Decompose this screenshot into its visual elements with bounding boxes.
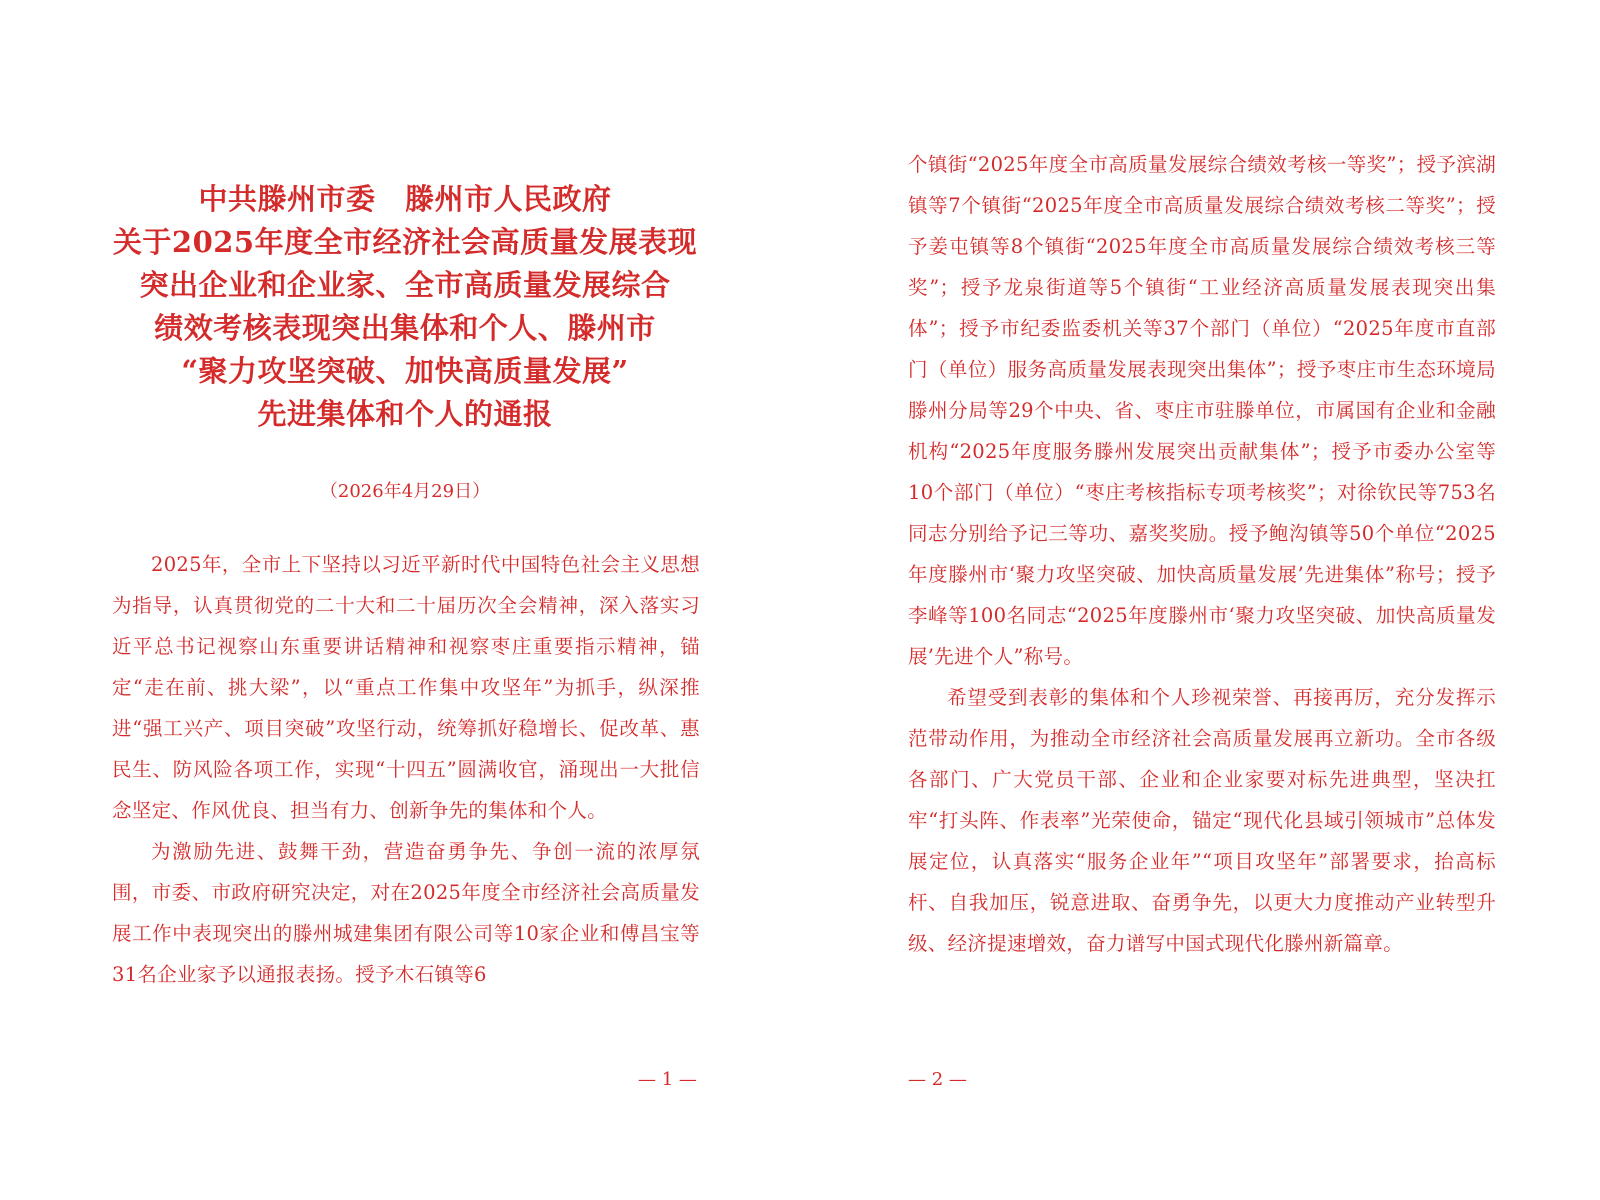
document-date: （2026年4月29日） [319,481,491,502]
title-line-3: 突出企业和企业家、全市高质量发展综合 [139,268,671,302]
title-line-5: “聚力攻坚突破、加快高质量发展” [181,354,629,388]
title-line-6: 先进集体和个人的通报 [257,397,553,431]
paragraph-3: 希望受到表彰的集体和个人珍视荣誉、再接再厉，充分发挥示范带动作用，为推动全市经济社会高质量发展再立新功。全市各级各部门、广大党员干部、企业和企业家要对标先进典型，坚决扛牢“打头阵、作表率”光荣使命，锚定“现代化县域引领城市”总体发展定位，认真落实“服务企业年”“项目攻坚年”部署要求，抬高标杆、自我加压，锐意进取、奋勇争先，以更大力度推动产业转型升级、经济提速增效，奋力谱写中国式现代化滕州新篇章。 [908,686,1496,955]
page-1-body [112,544,700,995]
title-line-1: 中共滕州市委 滕州市人民政府 [198,182,612,216]
paragraph-2: 为激励先进、鼓舞干劲，营造奋勇争先、争创一流的浓厚氛围，市委、市政府研究决定，对在2025年度全市经济社会高质量发展工作中表现突出的滕州城建集团有限公司等10家企业和傅昌宝等31名企业家予以通报表扬。授予木石镇等6 [112,840,700,986]
page-number-1: — 1 — [638,1069,697,1090]
title-line-4: 绩效考核表现突出集体和个人、滕州市 [154,311,656,345]
paragraph-1: 2025年，全市上下坚持以习近平新时代中国特色社会主义思想为指导，认真贯彻党的二十大和二十届历次全会精神，深入落实习近平总书记视察山东重要讲话精神和视察枣庄重要指示精神，锚定“走在前、挑大梁”，以“重点工作集中攻坚年”为抓手，纵深推进“强工兴产、项目突破”攻坚行动，统筹抓好稳增长、促改革、惠民生、防风险各项工作，实现“十四五”圆满收官，涌现出一大批信念坚定、作风优良、担当有力、创新争先的集体和个人。 [112,553,700,822]
page-2-body [908,144,1496,964]
document-page-2 [800,0,1600,1200]
document-title [110,178,700,436]
page-number-2: — 2 — [908,1069,967,1090]
title-line-2: 关于2025年度全市经济社会高质量发展表现 [112,225,698,259]
paragraph-2-continued: 个镇街“2025年度全市高质量发展综合绩效考核一等奖”；授予滨湖镇等7个镇街“2025年度全市高质量发展综合绩效考核二等奖”；授予姜屯镇等8个镇街“2025年度全市高质量发展综合绩效考核三等奖”；授予龙泉街道等5个镇街“工业经济高质量发展表现突出集体”；授予市纪委监委机关等37个部门（单位）“2025年度市直部门（单位）服务高质量发展表现突出集体”；授予枣庄市生态环境局滕州分局等29个中央、省、枣庄市驻滕单位，市属国有企业和金融机构“2025年度服务滕州发展突出贡献集体”；授予市委办公室等10个部门（单位）“枣庄考核指标专项考核奖”；对徐钦民等753名同志分别给予记三等功、嘉奖奖励。授予鲍沟镇等50个单位“2025年度滕州市‘聚力攻坚突破、加快高质量发展’先进集体”称号；授予李峰等100名同志“2025年度滕州市‘聚力攻坚突破、加快高质量发展’先进个人”称号。 [908,153,1496,668]
